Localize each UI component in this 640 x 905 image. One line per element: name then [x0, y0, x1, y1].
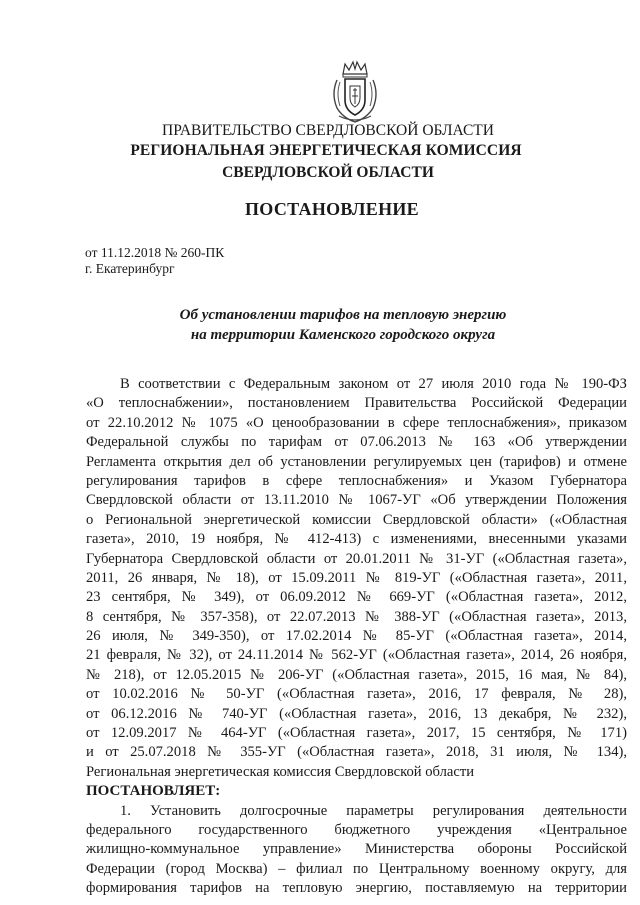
preamble-line: Губернатора Свердловской области от 20.01.2011 № 31-УГ («Областная газета», — [86, 550, 627, 567]
preamble-line: В соответствии с Федеральным законом от 27 июля 2010 года № 190-ФЗ — [120, 376, 627, 392]
preamble-line: «О теплоснабжении», постановлением Правительства Российской Федерации — [86, 395, 627, 412]
header-region: СВЕРДЛОВСКОЙ ОБЛАСТИ — [222, 164, 434, 181]
preamble-line: газета», 2010, 19 ноября, № 412-413) с изменениями, внесенными указами — [86, 531, 627, 548]
document-date-number: от 11.12.2018 № 260-ПК — [85, 245, 225, 260]
clause-line: жилищно-коммунальное управление» Министерства обороны Российской — [86, 841, 627, 858]
clause-line: 1. Установить долгосрочные параметры регулирования деятельности — [120, 802, 627, 819]
preamble-line: от 12.09.2017 № 464-УГ («Областная газета», 2017, 15 сентября, № 171) — [86, 725, 627, 742]
preamble-line: Федеральной службы по тарифам от 07.06.2013 № 163 «Об утверждении — [86, 434, 627, 451]
document-type-title: ПОСТАНОВЛЕНИЕ — [245, 199, 419, 219]
preamble-line: от 22.10.2012 № 1075 «О ценообразовании в сфере теплоснабжения», приказом — [86, 414, 627, 431]
preamble-line: Свердловской области от 13.11.2010 № 1067-УГ «Об утверждении Положения — [86, 492, 627, 509]
header-government: ПРАВИТЕЛЬСТВО СВЕРДЛОВСКОЙ ОБЛАСТИ — [162, 122, 494, 139]
subject-line-2: на территории Каменского городского округа — [190, 327, 496, 343]
preamble-line: от 06.12.2016 № 740-УГ («Областная газета», 2016, 13 декабря, № 232), — [86, 705, 627, 722]
clause-line: Федерации (город Москва) – филиал по Центральному военному округу, для — [86, 860, 627, 877]
clause-line: формирования тарифов на тепловую энергию, поставляемую на территории — [86, 880, 627, 897]
preamble-line: о Региональной энергетической комиссии Свердловской области» («Областная — [86, 511, 627, 528]
preamble-line: регулирования тарифов в сфере теплоснабжения» и Указом Губернатора — [86, 472, 627, 489]
preamble-line: Регламента открытия дел об установлении регулируемых цен (тарифов) и отмене — [86, 453, 627, 470]
resolves-label: ПОСТАНОВЛЯЕТ: — [86, 783, 221, 800]
preamble-line: 23 сентября, № 349), от 06.09.2012 № 669-УГ («Областная газета», 2012, — [86, 589, 627, 606]
subject-line-1: Об установлении тарифов на тепловую энергию — [179, 307, 507, 323]
document-body — [86, 375, 627, 899]
document-city: г. Екатеринбург — [85, 261, 175, 276]
preamble-line: 26 июля, № 349-350), от 17.02.2014 № 85-УГ («Областная газета», 2014, — [86, 628, 627, 645]
preamble-line: 21 февраля, № 32), от 24.11.2014 № 562-УГ («Областная газета», 2014, 26 ноября, — [86, 647, 627, 664]
preamble-line: 2011, 26 января, № 18), от 15.09.2011 № 819-УГ («Областная газета», 2011, — [86, 569, 627, 586]
preamble-line: и от 25.07.2018 № 355-УГ («Областная газета», 2018, 31 июля, № 134), — [86, 744, 627, 761]
preamble-line: от 10.02.2016 № 50-УГ («Областная газета», 2016, 17 февраля, № 28), — [86, 686, 627, 703]
clause-line: федерального государственного бюджетного учреждения «Центральное — [86, 821, 627, 838]
preamble-line: № 218), от 12.05.2015 № 206-УГ («Областная газета», 2015, 16 мая, № 84), — [86, 666, 627, 683]
header-commission: РЕГИОНАЛЬНАЯ ЭНЕРГЕТИЧЕСКАЯ КОМИССИЯ — [130, 142, 522, 159]
coat-of-arms-emblem — [327, 60, 383, 124]
preamble-line: Региональная энергетическая комиссия Свердловской области — [86, 763, 475, 780]
preamble-line: 8 сентября, № 357-358), от 22.07.2013 № 388-УГ («Областная газета», 2013, — [86, 608, 627, 625]
